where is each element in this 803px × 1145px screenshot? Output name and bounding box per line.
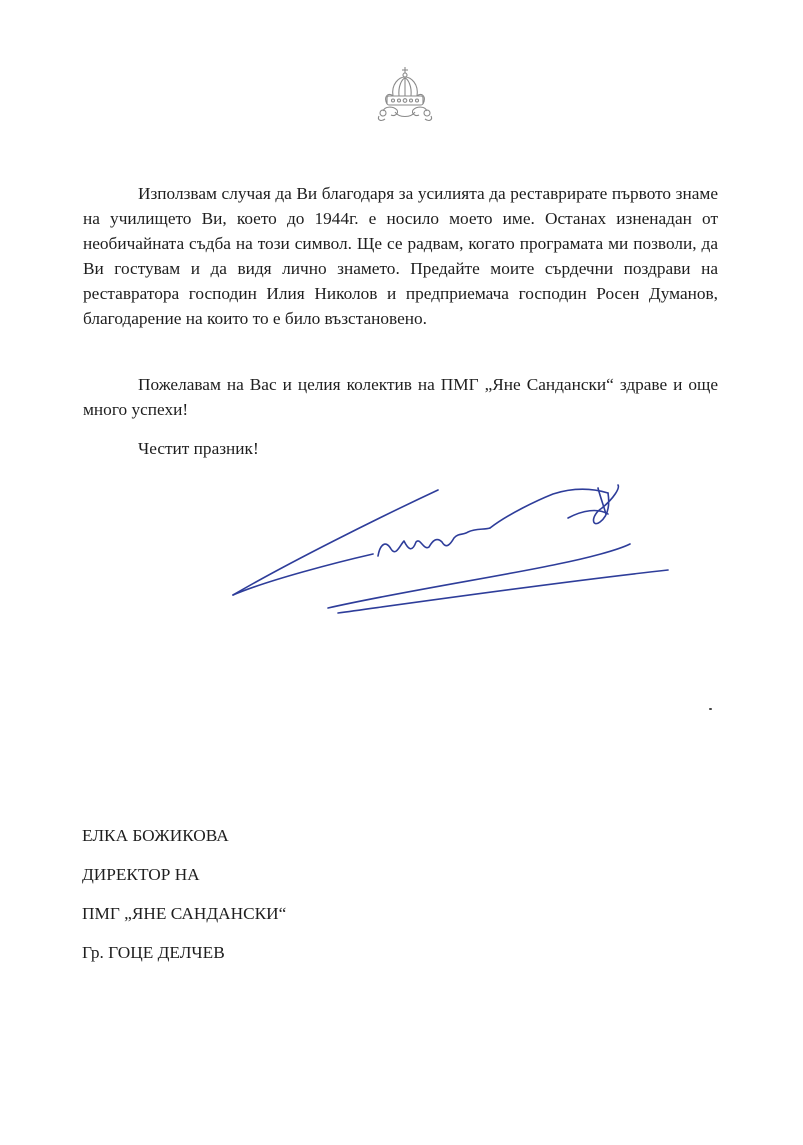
letter-paragraph-wishes: Пожелавам на Вас и целия колектив на ПМГ „Яне Сандански“ здраве и още много успехи! (83, 375, 718, 419)
letter-paragraph-gratitude: Използвам случая да Ви благодаря за усилията да реставрирате първото знаме на училището Ви, което до 1944г. е носило моето име. Останах изненадан от необичайната съдба на този символ. Ще се радвам, когато програмата ми позволи, да Ви гостувам и да видя лично знамето. Предайте моите сърдечни поздрави на реставратора господин Илия Николов и предприемача господин Росен Думанов, благодарение на които то е било възстановено. (83, 184, 718, 328)
recipient-school: ПМГ „ЯНЕ САНДАНСКИ“ (82, 904, 287, 923)
recipient-title: ДИРЕКТОР НА (82, 865, 200, 884)
handwritten-signature (228, 478, 673, 623)
royal-crown-icon (373, 66, 437, 124)
recipient-name: ЕЛКА БОЖИКОВА (82, 826, 229, 845)
letter-closing: Честит празник! (138, 439, 259, 458)
ink-speck (709, 708, 712, 710)
recipient-city: Гр. ГОЦЕ ДЕЛЧЕВ (82, 943, 225, 962)
